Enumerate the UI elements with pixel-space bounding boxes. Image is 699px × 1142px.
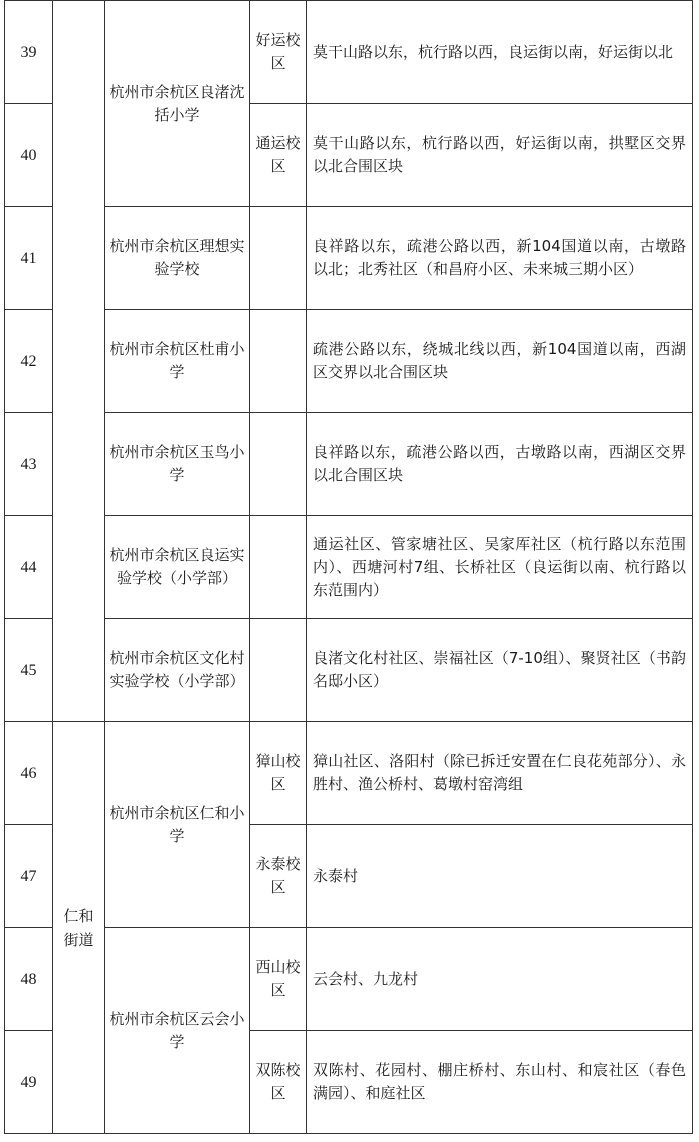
campus-name — [250, 619, 307, 722]
campus-name — [250, 207, 307, 310]
service-area: 双陈村、花园村、棚庄桥村、东山村、和宸社区（春色满园）、和庭社区 — [307, 1031, 693, 1134]
school-name: 杭州市余杭区文化村实验学校（小学部） — [105, 619, 250, 722]
school-name: 杭州市余杭区理想实验学校 — [105, 207, 250, 310]
table-row — [5, 1, 693, 104]
street-name: 仁和街道 — [63, 906, 94, 949]
campus-name: 西山校区 — [250, 928, 307, 1031]
row-number: 41 — [5, 207, 53, 310]
table-row — [5, 619, 693, 722]
row-number: 39 — [5, 1, 53, 104]
service-area: 莫干山路以东，杭行路以西，良运街以南，好运街以北 — [307, 1, 693, 104]
table-row — [5, 310, 693, 413]
row-number: 45 — [5, 619, 53, 722]
row-number: 43 — [5, 413, 53, 516]
school-name: 杭州市余杭区云会小学 — [105, 928, 250, 1134]
table-row — [5, 516, 693, 619]
row-number: 47 — [5, 825, 53, 928]
service-area: 良渚文化村社区、崇福社区（7-10组）、聚贤社区（书韵名邸小区） — [307, 619, 693, 722]
school-name: 杭州市余杭区玉鸟小学 — [105, 413, 250, 516]
school-name: 杭州市余杭区良运实验学校（小学部） — [105, 516, 250, 619]
row-number: 44 — [5, 516, 53, 619]
row-number: 46 — [5, 722, 53, 825]
campus-name — [250, 413, 307, 516]
row-number: 42 — [5, 310, 53, 413]
street-cell — [53, 722, 105, 1134]
school-name: 杭州市余杭区杜甫小学 — [105, 310, 250, 413]
service-area: 獐山社区、洛阳村（除已拆迁安置在仁良花苑部分）、永胜村、渔公桥村、葛墩村窑湾组 — [307, 722, 693, 825]
row-number: 40 — [5, 104, 53, 207]
service-area: 云会村、九龙村 — [307, 928, 693, 1031]
school-name: 杭州市余杭区良渚沈括小学 — [105, 1, 250, 207]
campus-name: 獐山校区 — [250, 722, 307, 825]
service-area: 永泰村 — [307, 825, 693, 928]
school-name: 杭州市余杭区仁和小学 — [105, 722, 250, 928]
campus-name: 通运校区 — [250, 104, 307, 207]
row-number: 48 — [5, 928, 53, 1031]
campus-name — [250, 516, 307, 619]
campus-name: 好运校区 — [250, 1, 307, 104]
service-area: 良祥路以东，疏港公路以西，古墩路以南，西湖区交界以北合围区块 — [307, 413, 693, 516]
enrollment-zone-table — [4, 0, 693, 1134]
service-area: 通运社区、管家塘社区、吴家厍社区（杭行路以东范围内）、西塘河村7组、长桥社区（良运街以南、杭行路以东范围内） — [307, 516, 693, 619]
campus-name — [250, 310, 307, 413]
street-cell — [53, 1, 105, 722]
campus-name: 永泰校区 — [250, 825, 307, 928]
row-number: 49 — [5, 1031, 53, 1134]
table-row — [5, 413, 693, 516]
service-area: 疏港公路以东，绕城北线以西，新104国道以南，西湖区交界以北合围区块 — [307, 310, 693, 413]
table-row — [5, 928, 693, 1031]
table-row — [5, 722, 693, 825]
service-area: 良祥路以东，疏港公路以西，新104国道以南，古墩路以北；北秀社区（和昌府小区、未来城三期小区） — [307, 207, 693, 310]
service-area: 莫干山路以东，杭行路以西，好运街以南，拱墅区交界以北合围区块 — [307, 104, 693, 207]
table-row — [5, 207, 693, 310]
campus-name: 双陈校区 — [250, 1031, 307, 1134]
